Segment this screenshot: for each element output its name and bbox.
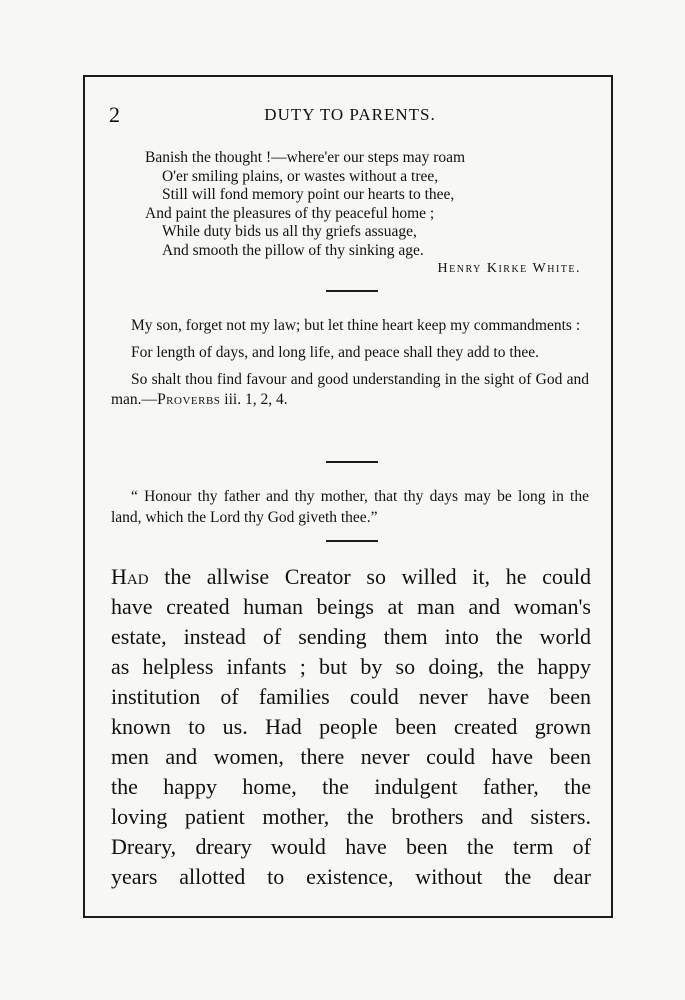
body-line: Dreary, dreary would have been the term of	[111, 834, 591, 859]
scripture-citation-book: Proverbs	[157, 391, 221, 408]
scripture-paragraph	[111, 370, 589, 410]
scripture-text: So shalt thou find favour and good understanding in the sight of God and man.—	[111, 371, 589, 408]
body-line-text: the allwise Creator so willed it, he could	[148, 564, 591, 589]
body-line: the happy home, the indulgent father, the	[111, 774, 591, 799]
body-line: years allotted to existence, without the dear	[111, 864, 591, 889]
scripture-paragraph: My son, forget not my law; but let thine heart keep my commandments :	[131, 317, 581, 334]
section-divider-rule	[326, 540, 378, 542]
poem-attribution: Henry Kirke White.	[437, 261, 581, 276]
main-body-text	[111, 562, 591, 892]
poem-line: And paint the pleasures of thy peaceful home ;	[145, 204, 435, 222]
poem-line: While duty bids us all thy griefs assuage,	[162, 223, 417, 241]
section-divider-rule	[326, 461, 378, 463]
body-line: institution of families could never have been	[111, 684, 591, 709]
body-line: estate, instead of sending them into the world	[111, 624, 591, 649]
running-head: DUTY TO PARENTS.	[264, 105, 436, 124]
poem-stanza	[145, 149, 595, 261]
quote-text: “ Honour thy father and thy mother, that thy days may be long in the land, which the Lord thy God giveth thee.”	[111, 488, 589, 526]
epigraph-quote	[111, 486, 589, 528]
body-line	[111, 562, 591, 592]
body-line: known to us. Had people been created grown	[111, 714, 591, 739]
body-line: men and women, there never could have been	[111, 744, 591, 769]
poem-line: And smooth the pillow of thy sinking age.	[162, 241, 424, 259]
body-line: as helpless infants ; but by so doing, the happy	[111, 654, 591, 679]
body-line: have created human beings at man and woman's	[111, 594, 591, 619]
body-line: loving patient mother, the brothers and sisters.	[111, 804, 591, 829]
scripture-citation-ref: iii. 1, 2, 4.	[220, 391, 288, 408]
scripture-passage	[111, 316, 589, 417]
page-border-frame	[83, 75, 613, 918]
scripture-paragraph: For length of days, and long life, and peace shall they add to thee.	[131, 344, 540, 361]
page-header	[109, 103, 591, 127]
opening-word: Had	[111, 564, 149, 589]
page-number: 2	[109, 102, 120, 127]
poem-line: Still will fond memory point our hearts to thee,	[162, 186, 455, 204]
poem-line: Banish the thought !—where'er our steps may roam	[145, 149, 466, 166]
section-divider-rule	[326, 290, 378, 292]
poem-line: O'er smiling plains, or wastes without a tree,	[162, 167, 439, 185]
